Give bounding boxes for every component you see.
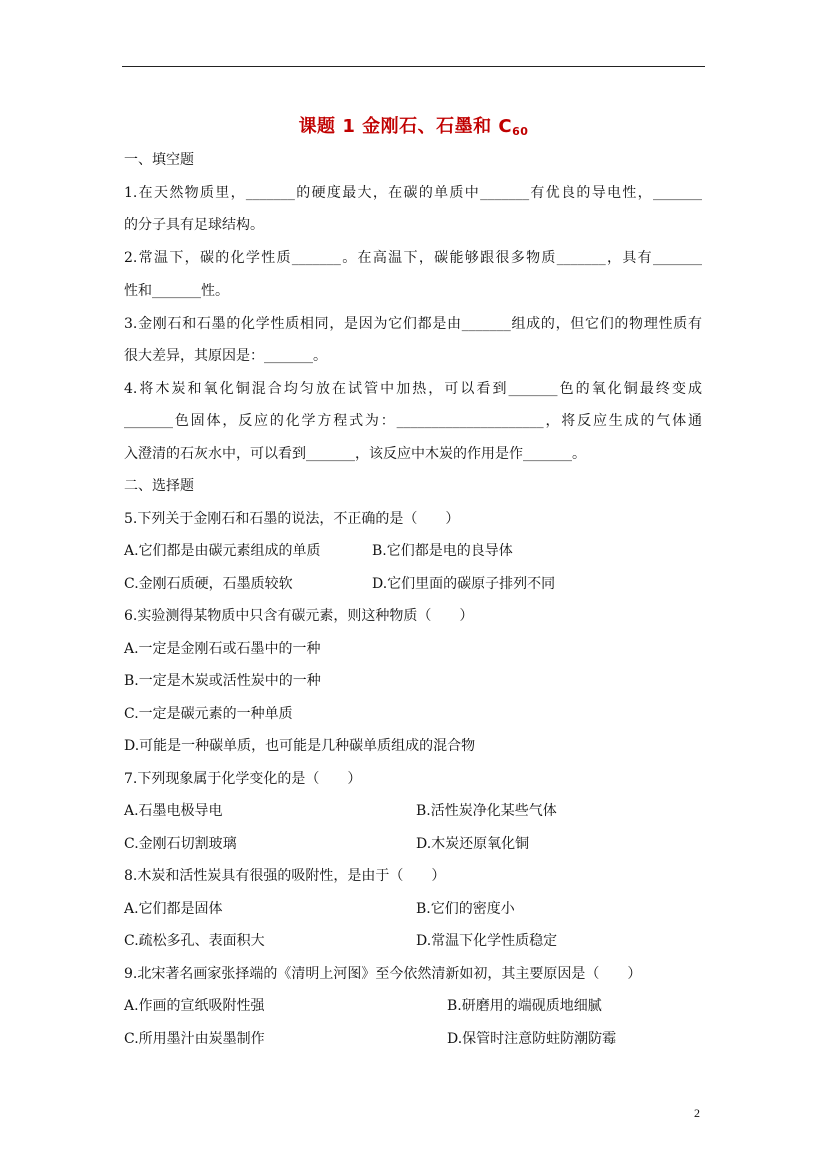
q2-line2: 性和_______性。 [124, 283, 229, 299]
q5-stem: 5.下列关于金刚石和石墨的说法，不正确的是（ ） [124, 511, 460, 527]
q7-stem: 7.下列现象属于化学变化的是（ ） [124, 771, 362, 787]
q5-option-d: D.它们里面的碳原子排列不同 [372, 576, 556, 592]
q1-line1: 1.在天然物质里，_______的硬度最大，在碳的单质中_______有优良的导电性，_______ [124, 185, 702, 201]
q9-option-d: D.保管时注意防蛀防潮防霉 [447, 1031, 617, 1047]
q8-option-d: D.常温下化学性质稳定 [416, 933, 558, 949]
q5-option-c: C.金刚石质硬，石墨质较软 [124, 576, 293, 592]
q9-option-a: A.作画的宣纸吸附性强 [124, 998, 265, 1014]
q7-option-c: C.金刚石切割玻璃 [124, 836, 237, 852]
q4-line3: 入澄清的石灰水中，可以看到_______，该反应中木炭的作用是作_______。 [124, 446, 586, 462]
q4-line1: 4.将木炭和氧化铜混合均匀放在试管中加热，可以看到_______色的氧化铜最终变成 [124, 381, 702, 397]
q7-option-a: A.石墨电极导电 [124, 803, 223, 819]
q5-option-b: B.它们都是电的良导体 [372, 543, 513, 559]
q6-option-c: C.一定是碳元素的一种单质 [124, 706, 293, 722]
q6-stem: 6.实验测得某物质中只含有碳元素，则这种物质（ ） [124, 608, 474, 624]
q9-option-c: C.所用墨汁由炭墨制作 [124, 1031, 265, 1047]
q4-line2: _______色固体，反应的化学方程式为：_____________________，将反应生成的气体通 [124, 413, 702, 429]
q7-option-b: B.活性炭净化某些气体 [416, 803, 557, 819]
q6-option-d: D.可能是一种碳单质，也可能是几种碳单质组成的混合物 [124, 738, 476, 754]
q8-option-a: A.它们都是固体 [124, 901, 223, 917]
section-heading-fill-in: 一、填空题 [124, 152, 194, 168]
q6-option-b: B.一定是木炭或活性炭中的一种 [124, 673, 321, 689]
q3-line1: 3.金刚石和石墨的化学性质相同，是因为它们都是由_______组成的，但它们的物理性质有 [124, 316, 702, 332]
section-heading-choice: 二、选择题 [124, 478, 194, 494]
q9-stem: 9.北宋著名画家张择端的《清明上河图》至今依然清新如初，其主要原因是（ ） [124, 966, 642, 982]
q9-option-b: B.研磨用的端砚质地细腻 [447, 998, 602, 1014]
q8-stem: 8.木炭和活性炭具有很强的吸附性，是由于（ ） [124, 868, 446, 884]
q5-option-a: A.它们都是由碳元素组成的单质 [124, 543, 321, 559]
page-number: 2 [694, 1106, 700, 1120]
q8-option-c: C.疏松多孔、表面积大 [124, 933, 265, 949]
page-title [0, 112, 827, 138]
title-main: 课题 1 金刚石、石墨和 C [298, 116, 513, 137]
q3-line2: 很大差异，其原因是：_______。 [124, 348, 327, 364]
q1-line2: 的分子具有足球结构。 [124, 217, 264, 233]
title-subscript: 60 [512, 125, 529, 138]
header-rule [122, 66, 705, 67]
q7-option-d: D.木炭还原氧化铜 [416, 836, 530, 852]
q6-option-a: A.一定是金刚石或石墨中的一种 [124, 641, 321, 657]
q2-line1: 2.常温下，碳的化学性质_______。在高温下，碳能够跟很多物质_______，具有_______ [124, 250, 702, 266]
q8-option-b: B.它们的密度小 [416, 901, 515, 917]
